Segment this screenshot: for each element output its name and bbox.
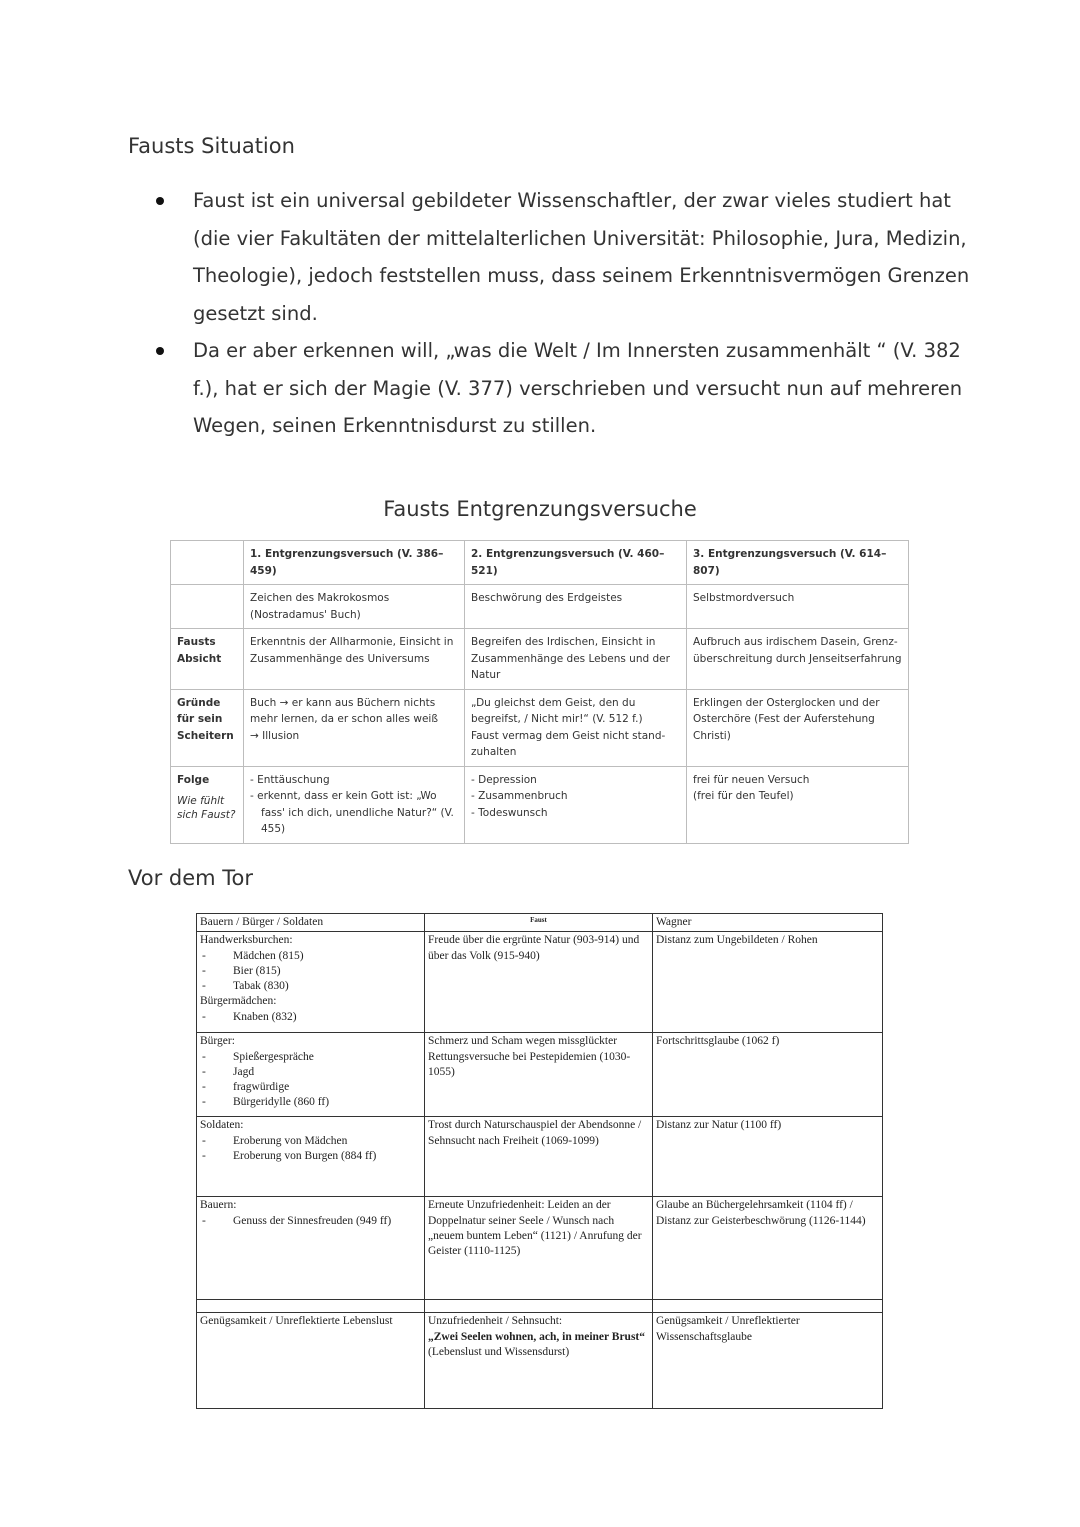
table-row <box>197 1033 883 1117</box>
table-cell: Zeichen des Makrokosmos (Nostradamus' Buch) <box>244 585 465 629</box>
row-label: Gründe für sein Scheitern <box>171 689 244 766</box>
header-cell: 2. Entgrenzungsversuch (V. 460–521) <box>465 541 687 585</box>
list-item: - Knaben (832) <box>200 1010 421 1025</box>
dash-item: - Enttäuschung <box>250 773 330 786</box>
dash-item-text: Zusammenbruch <box>478 790 568 802</box>
table-cell: Erneute Unzufriedenheit: Leiden an der Doppelnatur seiner Seele / Wunsch nach „neuem buntem Leben“ (1121) / Anrufung der Geister (1110-1125) <box>425 1197 653 1300</box>
table-row <box>197 1117 883 1197</box>
table-row <box>197 932 883 1033</box>
header-cell: 1. Entgrenzungsversuch (V. 386–459) <box>244 541 465 585</box>
cell-line: → Illusion <box>250 729 300 742</box>
table-row <box>171 766 909 843</box>
table-row <box>197 1313 883 1409</box>
cell-line: frei für neuen Versuch <box>693 773 810 786</box>
dash-item: - Todeswunsch <box>471 806 548 819</box>
table-cell <box>687 766 909 843</box>
list-item: - Mädchen (815) <box>200 949 421 964</box>
dash-item: - Zusammenbruch <box>471 790 568 802</box>
bullet-item <box>128 182 978 332</box>
row-label: Fausts Absicht <box>171 629 244 690</box>
bullet-text: Da er aber erkennen will, „was die Welt / Im Innersten zusammenhält “ (V. 382 f.), hat er sich der Magie (V. 377) verschrieben und versucht nun auf mehreren Wegen, seinen Erkenntnisdurst zu stillen. <box>193 339 963 437</box>
empty-cell <box>171 541 244 585</box>
header-cell: 3. Entgrenzungsversuch (V. 614–807) <box>687 541 909 585</box>
group-heading: Bürgermädchen: <box>200 995 277 1008</box>
list-item: - Bier (815) <box>200 964 421 979</box>
group-heading: Soldaten: <box>200 1119 244 1132</box>
table-cell <box>244 689 465 766</box>
row-sublabel: Wie fühlt sich Faust? <box>177 795 236 821</box>
list-item: - Tabak (830) <box>200 979 421 994</box>
list-item: - Eroberung von Burgen (884 ff) <box>200 1149 421 1164</box>
table-row <box>171 585 909 629</box>
table-cell <box>465 766 687 843</box>
table-cell: Genügsamkeit / Unreflektierte Lebenslust <box>197 1313 425 1409</box>
bullet-text: Faust ist ein universal gebildeter Wissenschaftler, der zwar vieles studiert hat (die vier Fakultäten der mittelalterlichen Universität: Philosophie, Jura, Medizin, Theologie), jedoch feststellen muss, dass seinem Erkenntnisvermögen Grenzen gesetzt sind. <box>193 189 970 325</box>
table-cell <box>425 1313 653 1409</box>
entgrenzung-table <box>170 540 909 844</box>
table-row <box>171 689 909 766</box>
cell-line: „Du gleichst dem Geist, den du begreifst, / Nicht mir!“ (V. 512 f.) <box>471 696 643 725</box>
row-label-text: Folge <box>177 773 210 786</box>
bullet-icon <box>156 347 164 355</box>
spacer-row <box>197 1300 883 1313</box>
table-header-row <box>197 914 883 932</box>
dash-item-text: erkennt, dass er kein Gott ist: „Wo fass' ich dich, unendliche Natur?“ (V. 455) <box>257 790 454 835</box>
section-heading-vor-dem-tor: Vor dem Tor <box>128 866 254 890</box>
row-label <box>171 766 244 843</box>
cell-line: Unzufriedenheit / Sehnsucht: <box>428 1315 563 1328</box>
table-cell <box>465 689 687 766</box>
dash-item-text: Depression <box>478 773 537 786</box>
table-cell: Glaube an Büchergelehrsamkeit (1104 ff) / Distanz zur Geisterbeschwörung (1126-1144) <box>653 1197 883 1300</box>
table-row <box>197 1197 883 1300</box>
situation-bullet-list <box>128 182 978 445</box>
section-heading-situation: Fausts Situation <box>128 134 295 158</box>
table-cell: Beschwörung des Erdgeistes <box>465 585 687 629</box>
empty-cell <box>425 1300 653 1313</box>
table-cell: Trost durch Naturschauspiel der Abendsonne / Sehnsucht nach Freiheit (1069-1099) <box>425 1117 653 1197</box>
group-heading: Bürger: <box>200 1035 235 1048</box>
vor-dem-tor-table <box>196 913 883 1409</box>
list-item: - Bürgeridylle (860 ff) <box>200 1095 421 1110</box>
dash-item-text: Todeswunsch <box>478 806 548 819</box>
table-cell: Distanz zum Ungebildeten / Rohen <box>653 932 883 1033</box>
dash-item-text: Enttäuschung <box>257 773 330 786</box>
group-heading: Handwerksburchen: <box>200 934 293 947</box>
bullet-item <box>128 332 978 445</box>
table-cell: Genügsamkeit / Unreflektierter Wissenschaftsglaube <box>653 1313 883 1409</box>
empty-cell <box>197 1300 425 1313</box>
table-header-row <box>171 541 909 585</box>
table-cell <box>244 766 465 843</box>
table-cell: Erkenntnis der Allharmonie, Einsicht in Zusammenhänge des Universums <box>244 629 465 690</box>
bullet-icon <box>156 197 164 205</box>
list-item: - fragwürdige <box>200 1080 421 1095</box>
table-cell: Begreifen des Irdischen, Einsicht in Zusammenhänge des Lebens und der Natur <box>465 629 687 690</box>
header-cell: Wagner <box>653 914 883 932</box>
header-cell: Faust <box>425 914 653 932</box>
table-cell: Erklingen der Osterglocken und der Osterchöre (Fest der Auferstehung Christi) <box>687 689 909 766</box>
table-cell: Aufbruch aus irdischem Dasein, Grenz-überschreitung durch Jenseitserfahrung <box>687 629 909 690</box>
header-cell: Bauern / Bürger / Soldaten <box>197 914 425 932</box>
cell-line: (frei für den Teufel) <box>693 790 794 802</box>
table-cell: Freude über die ergrünte Natur (903-914) und über das Volk (915-940) <box>425 932 653 1033</box>
group-heading: Bauern: <box>200 1199 237 1212</box>
table-cell: Distanz zur Natur (1100 ff) <box>653 1117 883 1197</box>
list-item: - Genuss der Sinnesfreuden (949 ff) <box>200 1214 421 1229</box>
quote-text: „Zwei Seelen wohnen, ach, in meiner Brust“ <box>428 1330 646 1343</box>
empty-cell <box>171 585 244 629</box>
cell-line: Faust vermag dem Geist nicht stand-zuhalten <box>471 729 666 758</box>
table-cell: Selbstmordversuch <box>687 585 909 629</box>
table-cell <box>197 1197 425 1300</box>
dash-item: - Depression <box>471 773 537 786</box>
dash-item: - erkennt, dass er kein Gott ist: „Wo fass' ich dich, unendliche Natur?“ (V. 455) <box>250 790 454 835</box>
table-cell <box>197 1033 425 1117</box>
table-cell: Schmerz und Scham wegen missglückter Rettungsversuche bei Pestepidemien (1030-1055) <box>425 1033 653 1117</box>
table-row <box>171 629 909 690</box>
empty-cell <box>653 1300 883 1313</box>
list-item: - Jagd <box>200 1065 421 1080</box>
table-cell <box>197 1117 425 1197</box>
cell-line: (Lebenslust und Wissensdurst) <box>428 1345 570 1358</box>
table-cell <box>197 932 425 1033</box>
list-item: - Eroberung von Mädchen <box>200 1134 421 1149</box>
table-title-entgrenzung: Fausts Entgrenzungsversuche <box>383 497 697 521</box>
cell-line: Buch → er kann aus Büchern nichts mehr lernen, da er schon alles weiß <box>250 696 438 725</box>
table-cell: Fortschrittsglaube (1062 f) <box>653 1033 883 1117</box>
list-item: - Spießergespräche <box>200 1050 421 1065</box>
